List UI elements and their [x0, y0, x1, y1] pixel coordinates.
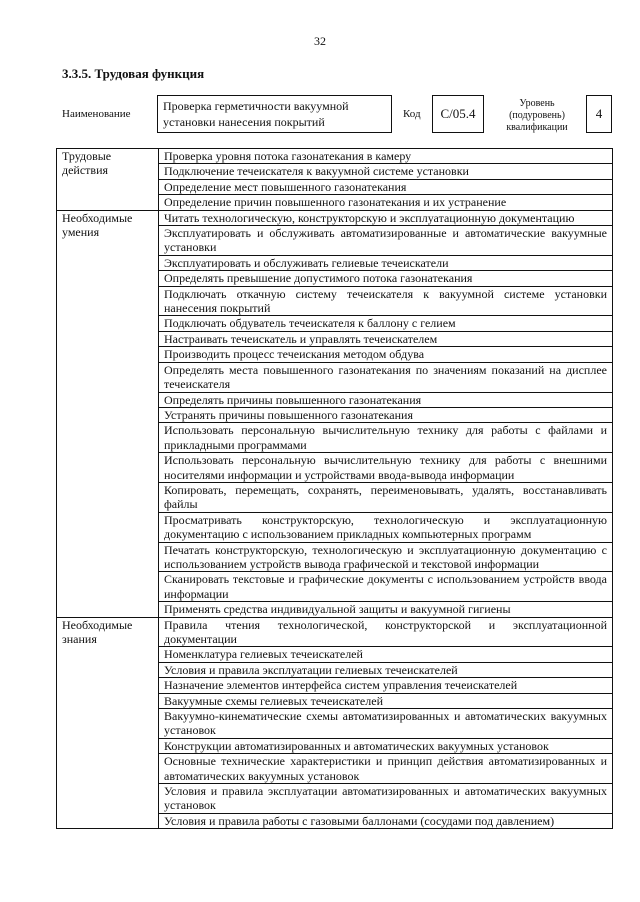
table-row [57, 210, 613, 225]
list-item: Правила чтения технологической, конструкторской и эксплуатационной документации [159, 617, 613, 647]
list-item: Номенклатура гелиевых течеискателей [159, 647, 613, 662]
list-item: Подключать обдуватель течеискателя к баллону с гелием [159, 316, 613, 331]
page-number: 32 [314, 34, 326, 48]
code-box [432, 95, 484, 133]
list-item: Условия и правила работы с газовыми баллонами (сосудами под давлением) [159, 813, 613, 828]
list-item: Основные технические характеристики и принцип действия автоматизированных и автоматических вакуумных установок [159, 754, 613, 784]
level-value: 4 [595, 106, 603, 121]
list-item: Вакуумно-кинематические схемы автоматизированных и автоматических вакуумных установок [159, 709, 613, 739]
list-item: Читать технологическую, конструкторскую и эксплуатационную документацию [159, 210, 613, 225]
function-name-box [157, 95, 392, 133]
list-item: Устранять причины повышенного газонатекания [159, 407, 613, 422]
list-item: Просматривать конструкторскую, технологическую и эксплуатационную документацию с использованием прикладных компьютерных программ [159, 512, 613, 542]
list-item: Условия и правила эксплуатации гелиевых течеискателей [159, 662, 613, 677]
level-box [586, 95, 612, 133]
list-item: Эксплуатировать и обслуживать автоматизированные и автоматические вакуумные установки [159, 226, 613, 256]
function-table-body [57, 149, 613, 829]
list-item: Вакуумные схемы гелиевых течеискателей [159, 693, 613, 708]
section-title: 3.3.5. Трудовая функция [62, 66, 205, 81]
list-item: Применять средства индивидуальной защиты и вакуумной гигиены [159, 602, 613, 617]
section-label: Необходимые знания [57, 617, 159, 829]
list-item: Использовать персональную вычислительную технику для работы с файлами и прикладными программами [159, 423, 613, 453]
list-item: Сканировать текстовые и графические документы с использованием устройств ввода информации [159, 572, 613, 602]
list-item: Копировать, перемещать, сохранять, переименовывать, удалять, восстанавливать файлы [159, 482, 613, 512]
section-label: Необходимые умения [57, 210, 159, 617]
list-item: Подключение течеискателя к вакуумной системе установки [159, 164, 613, 179]
list-item: Определять превышение допустимого потока газонатекания [159, 271, 613, 286]
code-label: Код [403, 108, 421, 120]
function-table [56, 148, 613, 829]
list-item: Использовать персональную вычислительную технику для работы с внешними носителями информации и устройствами ввода-вывода информации [159, 453, 613, 483]
qualification-level-label: Уровень (подуровень) квалификации [506, 98, 568, 133]
table-row [57, 617, 613, 647]
list-item: Печатать конструкторскую, технологическую и эксплуатационную документацию с использованием устройств вывода графической и текстовой информации [159, 542, 613, 572]
list-item: Определять причины повышенного газонатекания [159, 392, 613, 407]
section-label: Трудовые действия [57, 149, 159, 211]
list-item: Настраивать течеискатель и управлять течеискателем [159, 331, 613, 346]
list-item: Определение мест повышенного газонатекания [159, 179, 613, 194]
list-item: Производить процесс течеискания методом обдува [159, 347, 613, 362]
list-item: Подключать откачную систему течеискателя к вакуумной системе установки нанесения покрытий [159, 286, 613, 316]
list-item: Проверка уровня потока газонатекания в камеру [159, 149, 613, 164]
code-value: C/05.4 [440, 106, 476, 121]
name-label: Наименование [62, 108, 131, 120]
list-item: Эксплуатировать и обслуживать гелиевые течеискатели [159, 255, 613, 270]
function-name-value: Проверка герметичности вакуумной установки нанесения покрытий [163, 99, 349, 129]
list-item: Конструкции автоматизированных и автоматических вакуумных установок [159, 738, 613, 753]
list-item: Назначение элементов интерфейса систем управления течеискателей [159, 678, 613, 693]
table-row [57, 149, 613, 164]
list-item: Определение причин повышенного газонатекания и их устранение [159, 195, 613, 210]
list-item: Определять места повышенного газонатекания по значениям показаний на дисплее течеискателя [159, 362, 613, 392]
list-item: Условия и правила эксплуатации автоматизированных и автоматических вакуумных установок [159, 784, 613, 814]
